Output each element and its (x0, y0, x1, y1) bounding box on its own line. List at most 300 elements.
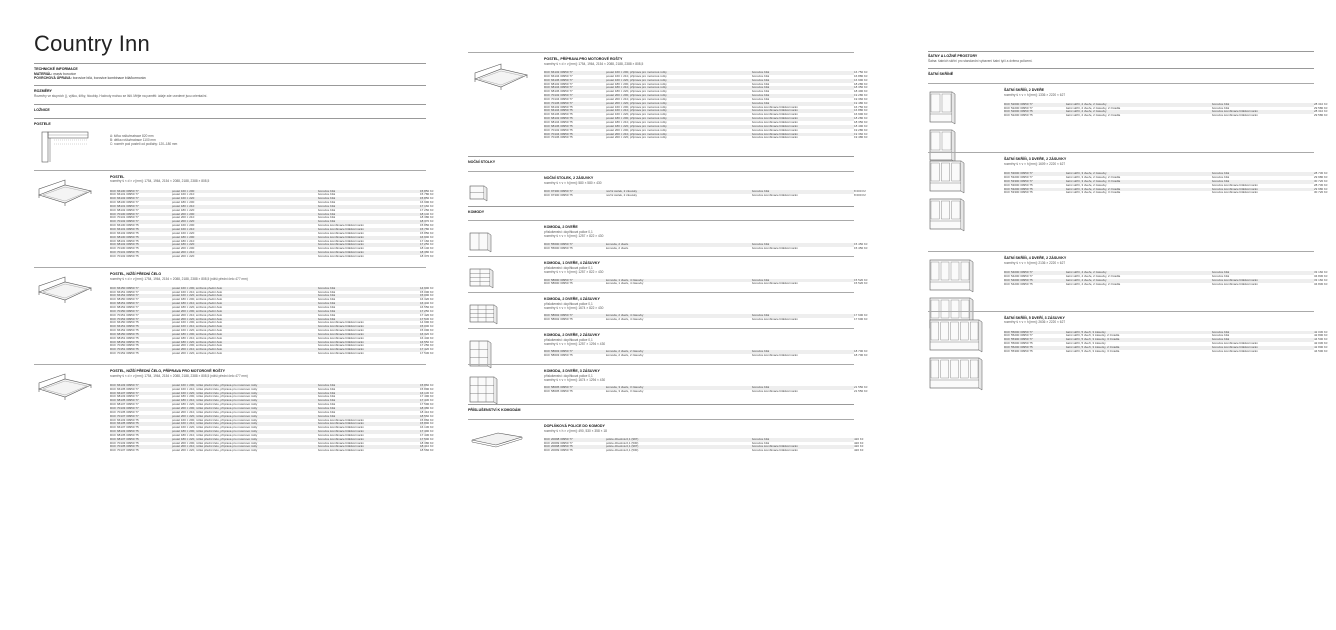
product-code: DCF 55300 30950 77 (1004, 337, 1033, 342)
product-code: DCF 53000 30950 75 (1004, 182, 1033, 187)
product-price: 42 800 Kč (1314, 344, 1328, 349)
product-code: DCF 70134 30950 75 (544, 131, 573, 136)
product-finish: borovice bílá (318, 211, 336, 216)
product-finish: borovice bílá (752, 77, 770, 82)
product-price: 8 000 Kč (854, 192, 866, 197)
product-description: postel 180 × 210 (172, 203, 195, 208)
product-price: 18 280 Kč (854, 81, 868, 86)
product-finish: borovice bílá (318, 382, 336, 387)
product-description: šatní skříň, 5 dveří, 3 zásuvky, 2 zrcadla (1066, 333, 1120, 338)
price-table (1004, 101, 1328, 118)
product-price: 17 530 Kč (420, 351, 434, 356)
product-description: komoda, 2 dveře, 2 zásuvky (606, 349, 644, 354)
product-finish: borovice bílá (1212, 337, 1230, 342)
product-finish: borovice kombinace bílá/kormorán (752, 131, 798, 136)
product-finish: borovice kombinace bílá/kormorán (318, 242, 364, 247)
table-row (1004, 281, 1328, 287)
product-description: postel 200 × 210, snížené přední čelo (172, 347, 223, 352)
product-code: DCF 66151 30950 77 (110, 289, 139, 294)
product-finish: borovice bílá (318, 413, 336, 418)
product-finish: borovice bílá (752, 277, 770, 282)
product-description: postel 200 × 200, příprava pro motorové rošty (606, 93, 667, 98)
product-bed (34, 364, 434, 453)
product-price: 42 030 Kč (1314, 341, 1328, 346)
price-table (110, 382, 434, 453)
product-description: postel 200 × 200 (172, 246, 195, 251)
product-description: postel 200 × 200, nízké přední čelo, příprava pro motorové rošty (172, 440, 258, 445)
product-description: postel 180 × 200 (172, 234, 195, 239)
product-description: šatní skříň, 2 dveře, 2 zásuvky (1066, 101, 1107, 106)
dresser-icon (468, 369, 498, 405)
product-finish: borovice kombinace bílá/kormorán (318, 351, 364, 356)
product-finish: borovice kombinace bílá/kormorán (318, 335, 364, 340)
product-description: komoda, 2 dveře (606, 245, 629, 250)
product-description: komoda, 3 dveře, 3 zásuvky (606, 389, 644, 394)
product-code: DCF 20099 30950 77 (544, 440, 573, 445)
product-code: DCF 68134 30950 75 (544, 119, 573, 124)
product-code: DCF 66132 30950 77 (110, 196, 139, 201)
wardrobes-text: Šatna: šatních skříní pro standardní vybavení šatní tyčí a dvěma policemi. (928, 58, 1033, 63)
product-price: 8 000 Kč (854, 188, 866, 193)
table-row (544, 281, 868, 286)
finish-line (34, 76, 426, 81)
product-code: DCF 66131 30950 75 (110, 227, 139, 232)
product-description: šatní skříň, 2 dveře, 2 zásuvky, 2 zrcadla (1066, 105, 1121, 110)
product-dimensions: rozměry š × v × h [mm]: 1257 × 822 × 430 (544, 234, 604, 239)
product-price: 33 160 Kč (1314, 270, 1328, 275)
product-code: DCF 68130 30950 75 (110, 234, 139, 239)
price-table (544, 385, 868, 394)
product-dresser (468, 256, 868, 286)
product-body (544, 225, 868, 250)
product-finish: borovice bílá (752, 313, 770, 318)
product-price: 420 Kč (854, 440, 864, 445)
product-description: postel 180 × 200, snížené přední čelo (172, 331, 223, 336)
product-price: 19 280 Kč (854, 127, 868, 132)
product-bed-motor (468, 52, 868, 140)
bed-cross-section-drawing (34, 130, 110, 164)
product-code: DCF 66152 30950 77 (110, 293, 139, 298)
table-row (1004, 348, 1328, 354)
product-code: DCF 70131 30950 77 (110, 215, 139, 220)
product-finish: borovice bílá (752, 440, 770, 445)
product-price: 18 410 Kč (420, 409, 434, 414)
product-price: 16 440 Kč (420, 335, 434, 340)
product-code: DCF 70150 30950 75 (110, 343, 139, 348)
product-description: postel 200 × 220, snížené přední čelo (172, 351, 223, 356)
product-code: DCF 70130 30950 77 (110, 211, 139, 216)
product-title: NOČNÍ STOLEK, 2 ZÁSUVKY (544, 175, 594, 180)
product-code: DCF 68136 30950 77 (544, 89, 573, 94)
product-finish: borovice bílá (1212, 105, 1230, 110)
product-price: 17 250 Kč (420, 343, 434, 348)
product-description: postel 160 × 210, nízké přední čelo, příprava pro motorové rošty (172, 386, 258, 391)
product-code: DCF 52200 30950 77 (1004, 105, 1033, 110)
product-code: DCF 70131 30950 75 (110, 250, 139, 255)
product-price: 18 380 Kč (420, 215, 434, 220)
product-finish: borovice bílá (1212, 329, 1230, 334)
product-price: 15 850 Kč (420, 230, 434, 235)
product-description: postel 160 × 220, snížené přední čelo (172, 293, 223, 298)
product-finish: borovice bílá (752, 73, 770, 78)
product-code: DCF 58603 30950 75 (544, 353, 573, 358)
product-body (544, 333, 868, 358)
product-code: DCF 70151 30950 77 (110, 312, 139, 317)
product-title: ŠATNÍ SKŘÍŇ, 3 DVEŘE, 2 ZÁSUVKY (1004, 157, 1067, 162)
product-description: postel 180 × 210, snížené přední čelo (172, 335, 223, 340)
bed-note: C: rozměr pod postelí od podlahy: 120–180 mm (110, 141, 178, 146)
product-code: DCF 66137 30950 77 (110, 390, 139, 395)
product-price: 19 360 Kč (854, 131, 868, 136)
product-finish: borovice kombinace bílá/kormorán (318, 253, 364, 258)
product-description: postel 200 × 210 (172, 215, 195, 220)
product-description: postel 180 × 220, snížené přední čelo (172, 304, 223, 309)
wardrobes-heading: ŠATNY A LOŽNÉ PROSTORY (928, 54, 978, 58)
product-finish: borovice bílá (318, 285, 336, 290)
product-code: DCF 52000 30950 75 (1004, 109, 1033, 114)
price-table (544, 436, 864, 453)
product-finish: borovice bílá (1212, 333, 1230, 338)
product-finish: borovice kombinace bílá/kormorán (752, 104, 798, 109)
product-description: šatní skříň, 2 dveře, 2 zásuvky (1066, 109, 1107, 114)
product-code: DCF 58605 30950 75 (544, 389, 573, 394)
product-description: šatní skříň, 3 dveře, 2 zásuvky, 2 zrcadla (1066, 175, 1121, 180)
product-code: DCF 53200 30950 75 (1004, 186, 1033, 191)
product-price: 15 520 Kč (854, 277, 868, 282)
product-description: postel 180 × 200, příprava pro motorové rošty (606, 116, 667, 121)
sizes-heading: ROZMĚRY (34, 88, 52, 93)
product-description: police dřevěná 0,1 (997) (606, 444, 639, 449)
product-description: šatní skříň, 5 dveří, 3 zásuvky, 3 zrcadla (1066, 337, 1120, 342)
product-price: 15 860 Kč (420, 382, 434, 387)
product-finish: borovice kombinace bílá/kormorán (318, 347, 364, 352)
product-code: DCF 66133 30950 77 (110, 382, 139, 387)
product-description: postel 160 × 220 (172, 196, 195, 201)
product-code: DCF 68150 30950 75 (110, 331, 139, 336)
product-dimensions: rozměry š × d × v [mm]: 1754, 1964, 2154 × 2088, 2188, 2388 × 808,5 (544, 61, 644, 66)
product-description: komoda, 2 dveře (606, 241, 629, 246)
sizes-section (34, 85, 426, 98)
product-price: 16 320 Kč (420, 297, 434, 302)
product-finish: borovice kombinace bílá/kormorán (1212, 182, 1258, 187)
product-finish: borovice kombinace bílá/kormorán (752, 192, 798, 197)
product-price: 16 880 Kč (854, 108, 868, 113)
product-price: 18 140 Kč (420, 246, 434, 251)
technical-info (34, 64, 426, 81)
product-description: šatní skříň, 4 dveře, 2 zásuvky (1066, 270, 1107, 275)
product-dimensions: rozměry š × d × v [mm]: 1754, 1964, 2154 × 2088, 2188, 2388 × 808,5 (nižší přední čelo 477 mm) (110, 276, 248, 281)
product-price: 17 160 Kč (420, 238, 434, 243)
product-price: 18 380 Kč (420, 406, 434, 411)
price-table (544, 277, 868, 287)
product-price: 28 310 Kč (1314, 109, 1328, 114)
product-description: postel 180 × 200, příprava pro motorové rošty (606, 81, 667, 86)
product-code: DCF 68131 30950 75 (110, 238, 139, 243)
product-price: 15 860 Kč (420, 417, 434, 422)
product-code: DCF 52200 30950 75 (1004, 113, 1033, 118)
product-description: komoda, 1 dveře, 4 zásuvky (606, 277, 644, 282)
product-body (1004, 315, 1328, 354)
product-description: postel 160 × 210 (172, 227, 195, 232)
product-price: 18 560 Kč (420, 413, 434, 418)
product-code: DCF 55300 30950 75 (1004, 348, 1033, 353)
product-finish: borovice kombinace bílá/kormorán (752, 135, 798, 140)
product-description: šatní skříň, 4 dveře, 2 zásuvky, 2 zrcadla (1066, 274, 1121, 279)
product-code: DCF 70137 30950 75 (110, 448, 139, 453)
product-price: 18 380 Kč (420, 440, 434, 445)
product-code: DCF 70132 30950 77 (110, 219, 139, 224)
product-finish: borovice kombinace bílá/kormorán (1212, 348, 1258, 353)
dresser-icon (468, 261, 494, 289)
product-dresser (468, 364, 868, 394)
product-finish: borovice bílá (318, 409, 336, 414)
product-price: 17 420 Kč (420, 347, 434, 352)
product-price: 15 850 Kč (420, 223, 434, 228)
product-price: 15 450 Kč (854, 245, 868, 250)
product-price: 14 990 Kč (420, 285, 434, 290)
product-description: postel 180 × 200, nízké přední čelo, příprava pro motorové rošty (172, 394, 258, 399)
product-price: 17 600 Kč (854, 313, 868, 318)
product-price: 17 420 Kč (420, 312, 434, 317)
product-dimensions: rozměry š × h × v [mm]: 490, 530 × 358 × 18 (544, 428, 607, 433)
product-price: 16 750 Kč (854, 104, 868, 109)
product-code: DCF 55000 30950 75 (1004, 341, 1033, 346)
product-price: 19 280 Kč (854, 93, 868, 98)
product-price: 42 800 Kč (1314, 333, 1328, 338)
product-finish: borovice kombinace bílá/kormorán (318, 223, 364, 228)
product-code: DCF 55600 30950 75 (544, 245, 573, 250)
product-code: DCF 53000 30950 77 (1004, 171, 1033, 176)
table-row (1004, 190, 1328, 195)
product-finish: borovice bílá (752, 89, 770, 94)
product-price: 17 160 Kč (420, 203, 434, 208)
wardrobe-icon (928, 157, 965, 233)
product-body (110, 271, 434, 356)
product-wardrobe (928, 311, 1328, 354)
product-finish: borovice bílá (752, 436, 770, 441)
product-code: DCF 70134 30950 77 (544, 96, 573, 101)
product-code: DCF 66134 30950 75 (544, 108, 573, 113)
product-finish: borovice kombinace bílá/kormorán (752, 245, 798, 250)
product-description: postel 160 × 220, příprava pro motorové rošty (606, 77, 667, 82)
product-title: POSTEL, NIŽŠÍ PŘEDNÍ ČELO, PŘÍPRAVA PRO MOTOROVÉ ROŠTY (110, 368, 226, 373)
product-description: postel 160 × 220, příprava pro motorové rošty (606, 112, 667, 117)
product-description: noční stolek, 2 zásuvky (606, 192, 638, 197)
product-price: 16 550 Kč (420, 339, 434, 344)
table-row (110, 448, 434, 453)
product-bed (34, 267, 434, 356)
product-finish: borovice kombinace bílá/kormorán (752, 119, 798, 124)
product-price: 17 430 Kč (420, 398, 434, 403)
product-finish: borovice bílá (318, 301, 336, 306)
product-price: 18 700 Kč (854, 349, 868, 354)
product-code: DCF 55600 30950 77 (544, 241, 573, 246)
product-price: 15 890 Kč (420, 421, 434, 426)
product-price: 28 730 Kč (1314, 171, 1328, 176)
product-description: postel 160 × 200, snížené přední čelo (172, 285, 223, 290)
product-code: DCF 53300 30950 77 (1004, 178, 1033, 183)
product-description: postel 200 × 220 (172, 253, 195, 258)
product-finish: borovice bílá (752, 188, 770, 193)
product-description: postel 180 × 210, snížené přední čelo (172, 301, 223, 306)
product-price: 15 780 Kč (420, 192, 434, 197)
product-price: 18 370 Kč (420, 253, 434, 258)
product-finish: borovice kombinace bílá/kormorán (752, 448, 798, 453)
product-description: postel 160 × 210, snížené přední čelo (172, 324, 223, 329)
product-finish: borovice bílá (318, 203, 336, 208)
price-table (1004, 171, 1328, 195)
product-code: DCF 68132 30950 77 (110, 207, 139, 212)
product-finish: borovice kombinace bílá/kormorán (752, 112, 798, 117)
product-dimensions: rozměry š × d × v [mm]: 1754, 1964, 2154 × 2088, 2188, 2388 × 808,5 (110, 179, 210, 184)
product-code: DCF 68130 30950 77 (110, 200, 139, 205)
product-code: DCF 68133 30950 75 (110, 429, 139, 434)
product-code: DCF 55200 30950 75 (1004, 344, 1033, 349)
product-code: DCF 70152 30950 75 (110, 351, 139, 356)
product-code: DCF 53200 30950 77 (1004, 175, 1033, 180)
product-title: KOMODA, 2 DVEŘE (544, 225, 578, 230)
product-code: DCF 66131 30950 77 (110, 192, 139, 197)
product-price: 16 750 Kč (854, 70, 868, 74)
product-description: postel 160 × 200, příprava pro motorové rošty (606, 70, 667, 74)
product-price: 19 480 Kč (854, 100, 868, 105)
product-price: 17 600 Kč (854, 317, 868, 322)
dressers-section (468, 206, 854, 215)
product-code: DCF 53300 30950 75 (1004, 190, 1033, 195)
product-code: DCF 58605 30950 77 (544, 385, 573, 390)
product-dimensions: rozměry š × v × h [mm]: 1674 × 822 × 430 (544, 306, 604, 311)
beds-label: POSTELE (34, 121, 51, 126)
product-price: 420 Kč (854, 444, 864, 449)
product-accessory-note: příslušenství: doplňková police 0,1 (544, 302, 593, 307)
table-row (544, 135, 868, 140)
product-body (110, 368, 434, 453)
product-code: DCF 68131 30950 77 (110, 203, 139, 208)
product-finish: borovice kombinace bílá/kormorán (1212, 186, 1258, 191)
product-price: 17 590 Kč (420, 436, 434, 441)
product-finish: borovice kombinace bílá/kormorán (318, 429, 364, 434)
product-price: 18 370 Kč (420, 219, 434, 224)
product-finish: borovice bílá (318, 289, 336, 294)
product-code: DCF 66151 30950 75 (110, 324, 139, 329)
product-finish: borovice bílá (318, 312, 336, 317)
product-accessory-note: příslušenství: doplňková police 0,1 (544, 266, 593, 271)
product-finish: borovice kombinace bílá/kormorán (318, 230, 364, 235)
product-price: 16 990 Kč (420, 200, 434, 205)
product-price: 16 880 Kč (854, 73, 868, 78)
catalog-column-dressers (468, 0, 868, 630)
product-code: DCF 70133 30950 75 (110, 440, 139, 445)
product-code: DCF 66136 30950 77 (544, 77, 573, 82)
finish-value: borovice bílá, borovice kombinace bílá/kormorán (72, 76, 146, 81)
product-code: DCF 20099 30950 75 (544, 448, 573, 453)
wardrobe-products (928, 83, 1328, 354)
product-description: postel 160 × 210, nízké přední čelo, příprava pro motorové rošty (172, 421, 258, 426)
product-code: DCF 58603 30950 77 (544, 349, 573, 354)
product-price: 18 350 Kč (854, 119, 868, 124)
product-description: postel 180 × 210, příprava pro motorové rošty (606, 85, 667, 90)
product-code: DCF 66152 30950 75 (110, 328, 139, 333)
price-table (1004, 329, 1328, 354)
product-finish: borovice kombinace bílá/kormorán (318, 238, 364, 243)
product-description: komoda, 1 dveře, 4 zásuvky (606, 281, 644, 286)
product-price: 19 480 Kč (854, 135, 868, 140)
product-title: POSTEL (110, 174, 125, 179)
product-code: DCF 68152 30950 75 (110, 339, 139, 344)
product-price: 17 490 Kč (420, 429, 434, 434)
product-code: DCF 68134 30950 77 (544, 85, 573, 90)
product-finish: borovice bílá (318, 200, 336, 205)
bed-diagram-block (34, 130, 426, 164)
product-finish: borovice kombinace bílá/kormorán (318, 425, 364, 430)
product-code: DCF 70136 30950 77 (544, 100, 573, 105)
product-finish: borovice bílá (318, 297, 336, 302)
price-table (110, 188, 434, 259)
product-dimensions: rozměry š × v × h [mm]: 1336 × 2220 × 627 (1004, 92, 1066, 97)
product-code: DCF 66132 30950 77 (544, 70, 573, 74)
product-finish: borovice kombinace bílá/kormorán (318, 432, 364, 437)
product-finish: borovice kombinace bílá/kormorán (318, 444, 364, 449)
product-finish: borovice bílá (318, 215, 336, 220)
product-finish: borovice kombinace bílá/kormorán (752, 389, 798, 394)
product-price: 17 250 Kč (420, 308, 434, 313)
product-price: 16 440 Kč (420, 301, 434, 306)
product-finish: borovice bílá (318, 207, 336, 212)
product-finish: borovice bílá (1212, 101, 1230, 106)
product-finish: borovice bílá (752, 100, 770, 105)
product-code: DCF 68136 30950 75 (544, 123, 573, 128)
product-code: DCF 66132 30950 75 (110, 230, 139, 235)
product-code: DCF 68132 30950 75 (544, 116, 573, 121)
product-price: 21 550 Kč (854, 389, 868, 394)
product-price: 16 990 Kč (854, 112, 868, 117)
product-title: DOPLŇKOVÁ POLICE DO KOMODY (544, 423, 605, 428)
product-dimensions: rozměry š × v × h [mm]: 1674 × 1294 × 430 (544, 378, 606, 383)
product-finish: borovice bílá (318, 394, 336, 399)
product-description: postel 200 × 200, příprava pro motorové rošty (606, 127, 667, 132)
product-price: 14 990 Kč (420, 320, 434, 325)
product-price: 15 450 Kč (854, 241, 868, 246)
product-price: 34 830 Kč (1314, 274, 1328, 279)
product-description: postel 200 × 220, nízké přední čelo, příprava pro motorové rošty (172, 413, 258, 418)
shelf-icon (468, 424, 524, 448)
product-dimensions: rozměry š × v × h [mm]: 1609 × 2220 × 627 (1004, 161, 1066, 166)
product-description: postel 200 × 200, snížené přední čelo (172, 343, 223, 348)
product-price: 44 500 Kč (1314, 348, 1328, 353)
product-code: DCF 20098 30950 77 (544, 436, 573, 441)
product-description: noční stolek, 2 zásuvky (606, 188, 638, 193)
product-finish: borovice bílá (318, 386, 336, 391)
product-finish: borovice kombinace bílá/kormorán (1212, 281, 1258, 286)
product-price: 18 490 Kč (854, 123, 868, 128)
product-title: POSTEL, PŘÍPRAVA PRO MOTOROVÉ ROŠTY (544, 57, 623, 61)
product-code: DCF 70133 30950 77 (110, 406, 139, 411)
product-code: DCF 66136 30950 75 (544, 112, 573, 117)
product-price: 42 030 Kč (1314, 329, 1328, 334)
product-finish: borovice bílá (752, 93, 770, 98)
product-description: komoda, 2 dveře, 4 zásuvky (606, 313, 644, 318)
product-dresser (468, 328, 868, 358)
product-code: DCF 68137 30950 75 (110, 436, 139, 441)
wardrobe-icon (928, 316, 983, 392)
catalog-column-beds (34, 0, 434, 630)
product-description: postel 160 × 210, příprava pro motorové rošty (606, 108, 667, 113)
product-title: KOMODA, 1 DVEŘE, 4 ZÁSUVKY (544, 261, 600, 266)
product-code: DCF 68152 30950 77 (110, 304, 139, 309)
product-code: DCF 55200 30950 77 (1004, 333, 1033, 338)
product-accessory-note: příslušenství: doplňková police 0,1 (544, 230, 593, 235)
product-finish: borovice bílá (752, 241, 770, 246)
